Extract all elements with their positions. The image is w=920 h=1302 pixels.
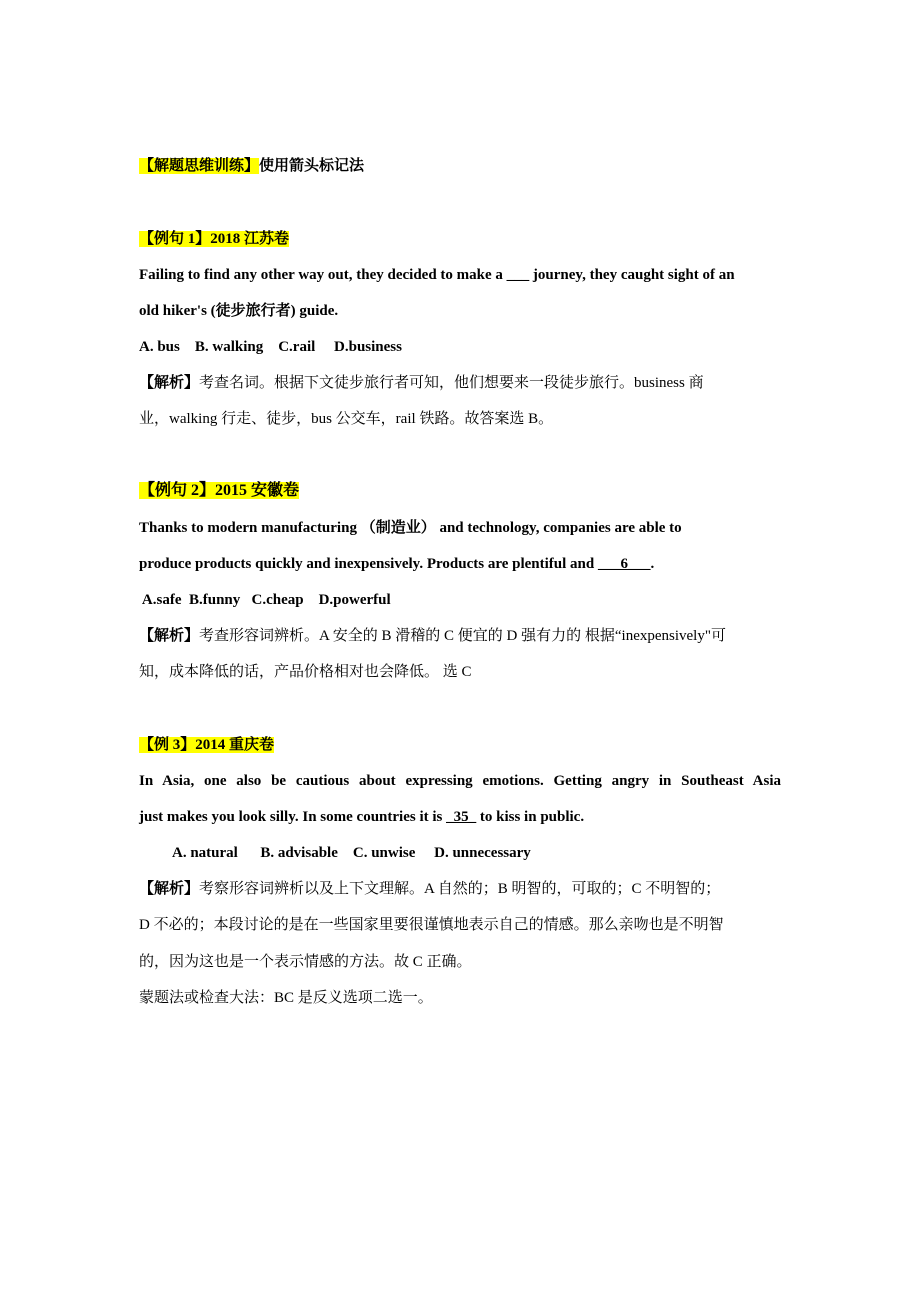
answer-blank: ___6___ — [597, 556, 651, 572]
example-2-analysis-line-2: 知，成本降低的话，产品价格相对也会降低。 选 C — [139, 664, 472, 680]
example-1-header: 【例句 1】2018 江苏卷 — [139, 231, 290, 247]
example-3-analysis-line-3: 的，因为这也是一个表示情感的方法。故 C 正确。 — [139, 954, 472, 970]
section-title-text: 使用箭头标记法 — [259, 158, 365, 174]
example-3-analysis-line-1: 【解析】考察形容词辨析以及上下文理解。A 自然的；B 明智的，可取的；C 不明智的； — [139, 881, 721, 897]
example-3-question-line-2: just makes you look silly. In some countries it is _35_ to kiss in public. — [139, 809, 585, 825]
example-2-question-line-2: produce products quickly and inexpensively. Products are plentiful and ___6___. — [139, 556, 655, 572]
analysis-label: 【解析】 — [139, 375, 200, 391]
example-3-header: 【例 3】2014 重庆卷 — [139, 737, 275, 753]
example-1-analysis-line-1: 【解析】考查名词。根据下文徒步旅行者可知，他们想要来一段徒步旅行。business 商 — [139, 375, 704, 391]
example-3-analysis-line-2: D 不必的；本段讨论的是在一些国家里要很谨慎地表示自己的情感。那么亲吻也是不明智 — [139, 917, 724, 933]
example-1-question-line-2: old hiker's (徒步旅行者) guide. — [139, 303, 339, 319]
example-2-question-line-1: Thanks to modern manufacturing （制造业） and technology, companies are able to — [139, 520, 682, 536]
example-3-question-line-1: In Asia, one also be cautious about expressing emotions. Getting angry in Southeast Asia — [139, 773, 781, 789]
example-2-analysis-line-1: 【解析】考查形容词辨析。A 安全的 B 滑稽的 C 便宜的 D 强有力的 根据“inexpensively"可 — [139, 628, 726, 644]
example-2-options: A.safe B.funny C.cheap D.powerful — [139, 592, 391, 608]
section-title-label: 【解题思维训练】 — [139, 158, 260, 174]
example-3-note: 蒙题法或检查大法：BC 是反义选项二选一。 — [139, 990, 433, 1006]
example-1-analysis-line-2: 业，walking 行走、徒步，bus 公交车，rail 铁路。故答案选 B。 — [139, 411, 554, 427]
analysis-label: 【解析】 — [139, 881, 200, 897]
example-3-options: A. natural B. advisable C. unwise D. unnecessary — [172, 845, 531, 861]
section-title — [139, 156, 364, 176]
analysis-label: 【解析】 — [139, 628, 200, 644]
answer-blank: _35_ — [446, 809, 477, 825]
example-1-options: A. bus B. walking C.rail D.business — [139, 339, 402, 355]
answer-blank: ___ — [506, 267, 530, 283]
example-1-question-line-1: Failing to find any other way out, they decided to make a ___ journey, they caught sight of an — [139, 267, 735, 283]
example-2-header: 【例句 2】2015 安徽卷 — [139, 482, 300, 499]
